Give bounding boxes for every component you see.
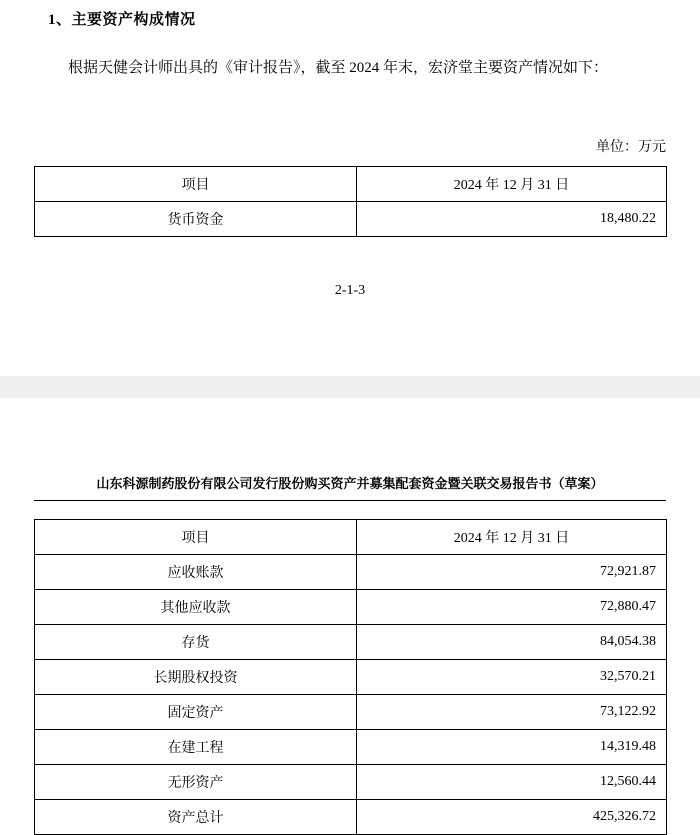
table-header-row [35, 167, 667, 202]
column-header-item: 项目 [35, 167, 357, 202]
row-item-label: 在建工程 [35, 730, 357, 765]
page-number: 2-1-3 [334, 283, 366, 298]
section-heading: 1、主要资产构成情况 [48, 12, 196, 28]
row-item-label: 固定资产 [35, 695, 357, 730]
row-item-label: 货币资金 [35, 202, 357, 237]
row-item-value: 14,319.48 [357, 730, 667, 765]
row-item-value: 73,122.92 [357, 695, 667, 730]
row-item-label: 无形资产 [35, 765, 357, 800]
row-item-value: 425,326.72 [357, 800, 667, 835]
row-item-label: 存货 [35, 625, 357, 660]
row-item-value: 72,921.87 [357, 555, 667, 590]
unit-label: 单位：万元 [596, 140, 666, 155]
table-row [35, 202, 667, 237]
row-item-value: 72,880.47 [357, 590, 667, 625]
table-row [35, 590, 667, 625]
assets-table-part1 [34, 166, 667, 237]
column-header-date: 2024 年 12 月 31 日 [357, 167, 667, 202]
header-rule [34, 500, 666, 501]
column-header-date: 2024 年 12 月 31 日 [357, 520, 667, 555]
table-row [35, 660, 667, 695]
table-row [35, 730, 667, 765]
table-row [35, 695, 667, 730]
row-item-value: 12,560.44 [357, 765, 667, 800]
row-item-value: 84,054.38 [357, 625, 667, 660]
page-break-divider [0, 376, 700, 398]
running-header: 山东科源制药股份有限公司发行股份购买资产并募集配套资金暨关联交易报告书（草案） [96, 476, 604, 491]
table-row-total [35, 800, 667, 835]
row-item-label: 应收账款 [35, 555, 357, 590]
row-item-label: 其他应收款 [35, 590, 357, 625]
assets-table-part2 [34, 519, 667, 835]
column-header-item: 项目 [35, 520, 357, 555]
table-header-row [35, 520, 667, 555]
table-row [35, 625, 667, 660]
table-row [35, 555, 667, 590]
row-item-label: 长期股权投资 [35, 660, 357, 695]
row-item-value: 32,570.21 [357, 660, 667, 695]
section-paragraph: 根据天健会计师出具的《审计报告》，截至 2024 年末，宏济堂主要资产情况如下： [68, 60, 609, 76]
row-item-value: 18,480.22 [357, 202, 667, 237]
table-row [35, 765, 667, 800]
row-item-label: 资产总计 [35, 800, 357, 835]
